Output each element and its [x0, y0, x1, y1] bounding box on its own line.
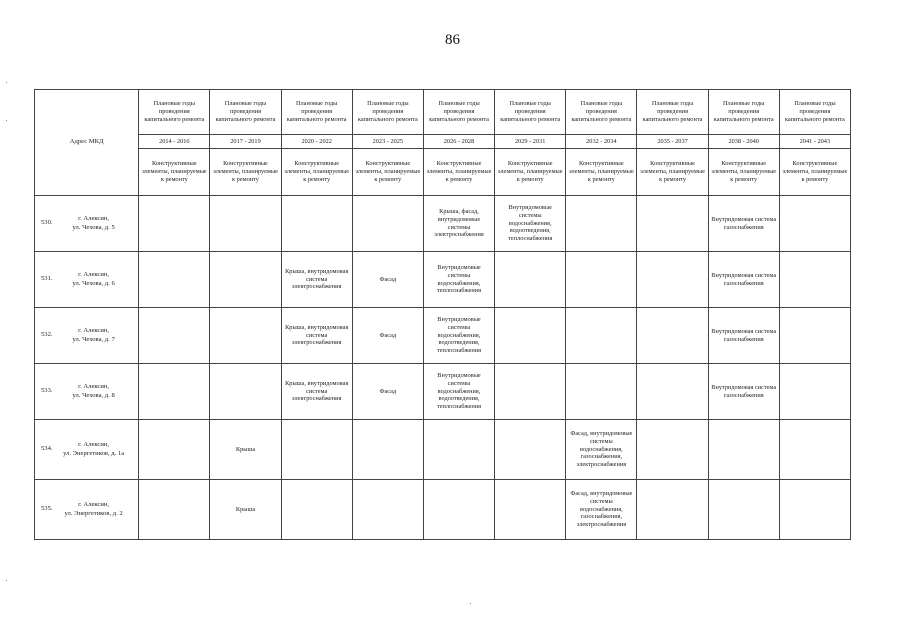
elements-header-row — [35, 149, 851, 196]
work-cell — [779, 196, 850, 252]
work-cell — [352, 196, 423, 252]
work-cell: Внутридомовая система газоснабжения — [708, 308, 779, 364]
period-header-cell: 2032 - 2034 — [566, 135, 637, 149]
address-cell — [35, 480, 139, 540]
work-cell — [566, 364, 637, 420]
elements-header-cell: Конструктивные элементы, планируемые к ремонту — [708, 149, 779, 196]
work-cell — [210, 364, 281, 420]
work-cell — [637, 420, 708, 480]
work-cell: Внутридомовые системы водоснабжения, водоотведения, теплоснабжения — [423, 364, 494, 420]
building-address: г. Алексин, ул. Чехова, д. 5 — [72, 215, 115, 231]
period-header-cell: 2029 - 2031 — [495, 135, 566, 149]
work-cell — [495, 420, 566, 480]
work-cell — [637, 196, 708, 252]
address-cell — [35, 196, 139, 252]
work-cell — [139, 364, 210, 420]
work-cell — [495, 308, 566, 364]
elements-header-cell: Конструктивные элементы, планируемые к ремонту — [637, 149, 708, 196]
work-cell: Внутридомовые системы водоснабжения, водоотведения, теплоснабжения — [495, 196, 566, 252]
work-cell: Внутридомовая система газоснабжения — [708, 364, 779, 420]
work-cell — [637, 364, 708, 420]
scan-speck — [6, 82, 7, 83]
work-cell: Фасад, внутридомовые системы водоснабжения, газоснабжения, электроснабжения — [566, 420, 637, 480]
address-cell — [35, 364, 139, 420]
plan-header-cell: Плановые годы проведения капитального ремонта — [139, 90, 210, 135]
elements-header-cell: Конструктивные элементы, планируемые к ремонту — [423, 149, 494, 196]
work-cell: Внутридомовые системы водоснабжения, теплоснабжения — [423, 252, 494, 308]
period-header-cell: 2041 - 2043 — [779, 135, 850, 149]
work-cell — [779, 364, 850, 420]
table-row — [35, 252, 851, 308]
period-header-cell: 2020 - 2022 — [281, 135, 352, 149]
row-number: 530. — [41, 219, 53, 227]
building-address: г. Алексин, ул. Чехова, д. 8 — [72, 383, 115, 399]
work-cell: Крыша — [210, 480, 281, 540]
building-address: г. Алексин, ул. Энергетиков, д. 1а — [63, 441, 125, 457]
capital-repair-schedule-table — [34, 89, 851, 540]
work-cell — [637, 252, 708, 308]
elements-header-cell: Конструктивные элементы, планируемые к ремонту — [779, 149, 850, 196]
work-cell — [423, 420, 494, 480]
table-row — [35, 480, 851, 540]
elements-header-cell: Конструктивные элементы, планируемые к ремонту — [495, 149, 566, 196]
elements-header-cell: Конструктивные элементы, планируемые к ремонту — [139, 149, 210, 196]
work-cell — [352, 420, 423, 480]
elements-header-cell: Конструктивные элементы, планируемые к ремонту — [281, 149, 352, 196]
work-cell: Крыша, внутридомовая система электроснабжения — [281, 308, 352, 364]
table-row — [35, 364, 851, 420]
work-cell — [637, 308, 708, 364]
scan-speck — [470, 603, 471, 604]
period-header-cell: 2017 - 2019 — [210, 135, 281, 149]
work-cell — [281, 196, 352, 252]
work-cell — [139, 196, 210, 252]
work-cell — [779, 308, 850, 364]
work-cell — [281, 480, 352, 540]
plan-header-cell: Плановые годы проведения капитального ремонта — [423, 90, 494, 135]
table-row — [35, 196, 851, 252]
work-cell — [637, 480, 708, 540]
scan-speck — [6, 120, 7, 121]
work-cell — [708, 420, 779, 480]
period-header-cell: 2023 - 2025 — [352, 135, 423, 149]
work-cell — [210, 196, 281, 252]
row-number: 534. — [41, 445, 53, 453]
plan-header-cell: Плановые годы проведения капитального ремонта — [566, 90, 637, 135]
work-cell — [779, 252, 850, 308]
work-cell: Внутридомовые системы водоснабжения, водоотведения, теплоснабжения — [423, 308, 494, 364]
work-cell — [566, 196, 637, 252]
work-cell — [139, 308, 210, 364]
address-header: Адрес МКД — [35, 90, 139, 196]
work-cell — [139, 480, 210, 540]
plan-header-cell: Плановые годы проведения капитального ремонта — [637, 90, 708, 135]
plan-header-cell: Плановые годы проведения капитального ремонта — [495, 90, 566, 135]
row-number: 535. — [41, 505, 53, 513]
work-cell: Внутридомовая система газоснабжения — [708, 252, 779, 308]
period-header-cell: 2026 - 2028 — [423, 135, 494, 149]
work-cell — [352, 480, 423, 540]
plan-header-row — [35, 90, 851, 135]
work-cell — [139, 420, 210, 480]
plan-header-cell: Плановые годы проведения капитального ремонта — [779, 90, 850, 135]
work-cell — [210, 308, 281, 364]
building-address: г. Алексин, ул. Чехова, д. 7 — [72, 327, 115, 343]
row-number: 533. — [41, 387, 53, 395]
work-cell — [210, 252, 281, 308]
plan-header-cell: Плановые годы проведения капитального ремонта — [210, 90, 281, 135]
work-cell: Крыша, фасад, внутридомовые системы электроснабжения — [423, 196, 494, 252]
work-cell: Внутридомовая система газоснабжения — [708, 196, 779, 252]
work-cell: Фасад — [352, 308, 423, 364]
building-address: г. Алексин, ул. Чехова, д. 6 — [72, 271, 115, 287]
work-cell — [423, 480, 494, 540]
work-cell: Фасад — [352, 364, 423, 420]
period-header-cell: 2035 - 2037 — [637, 135, 708, 149]
address-cell — [35, 308, 139, 364]
work-cell — [281, 420, 352, 480]
address-cell — [35, 420, 139, 480]
page-number: 86 — [445, 32, 460, 48]
plan-header-cell: Плановые годы проведения капитального ремонта — [281, 90, 352, 135]
building-address: г. Алексин, ул. Энергетиков, д. 2 — [64, 501, 123, 517]
work-cell: Крыша, внутридомовая система электроснабжения — [281, 364, 352, 420]
work-cell: Фасад, внутридомовые системы водоснабжения, газоснабжения, электроснабжения — [566, 480, 637, 540]
work-cell — [139, 252, 210, 308]
scan-speck — [6, 580, 7, 581]
work-cell — [495, 252, 566, 308]
elements-header-cell: Конструктивные элементы, планируемые к ремонту — [352, 149, 423, 196]
plan-header-cell: Плановые годы проведения капитального ремонта — [352, 90, 423, 135]
address-cell — [35, 252, 139, 308]
work-cell: Крыша — [210, 420, 281, 480]
plan-header-cell: Плановые годы проведения капитального ремонта — [708, 90, 779, 135]
work-cell: Крыша, внутридомовая система электроснабжения — [281, 252, 352, 308]
period-header-row — [35, 135, 851, 149]
row-number: 532. — [41, 331, 53, 339]
row-number: 531. — [41, 275, 53, 283]
elements-header-cell: Конструктивные элементы, планируемые к ремонту — [210, 149, 281, 196]
work-cell — [495, 480, 566, 540]
work-cell — [566, 252, 637, 308]
table-row — [35, 420, 851, 480]
work-cell — [495, 364, 566, 420]
period-header-cell: 2038 - 2040 — [708, 135, 779, 149]
period-header-cell: 2014 - 2016 — [139, 135, 210, 149]
table-row — [35, 308, 851, 364]
elements-header-cell: Конструктивные элементы, планируемые к ремонту — [566, 149, 637, 196]
work-cell — [708, 480, 779, 540]
work-cell: Фасад — [352, 252, 423, 308]
work-cell — [566, 308, 637, 364]
work-cell — [779, 480, 850, 540]
work-cell — [779, 420, 850, 480]
